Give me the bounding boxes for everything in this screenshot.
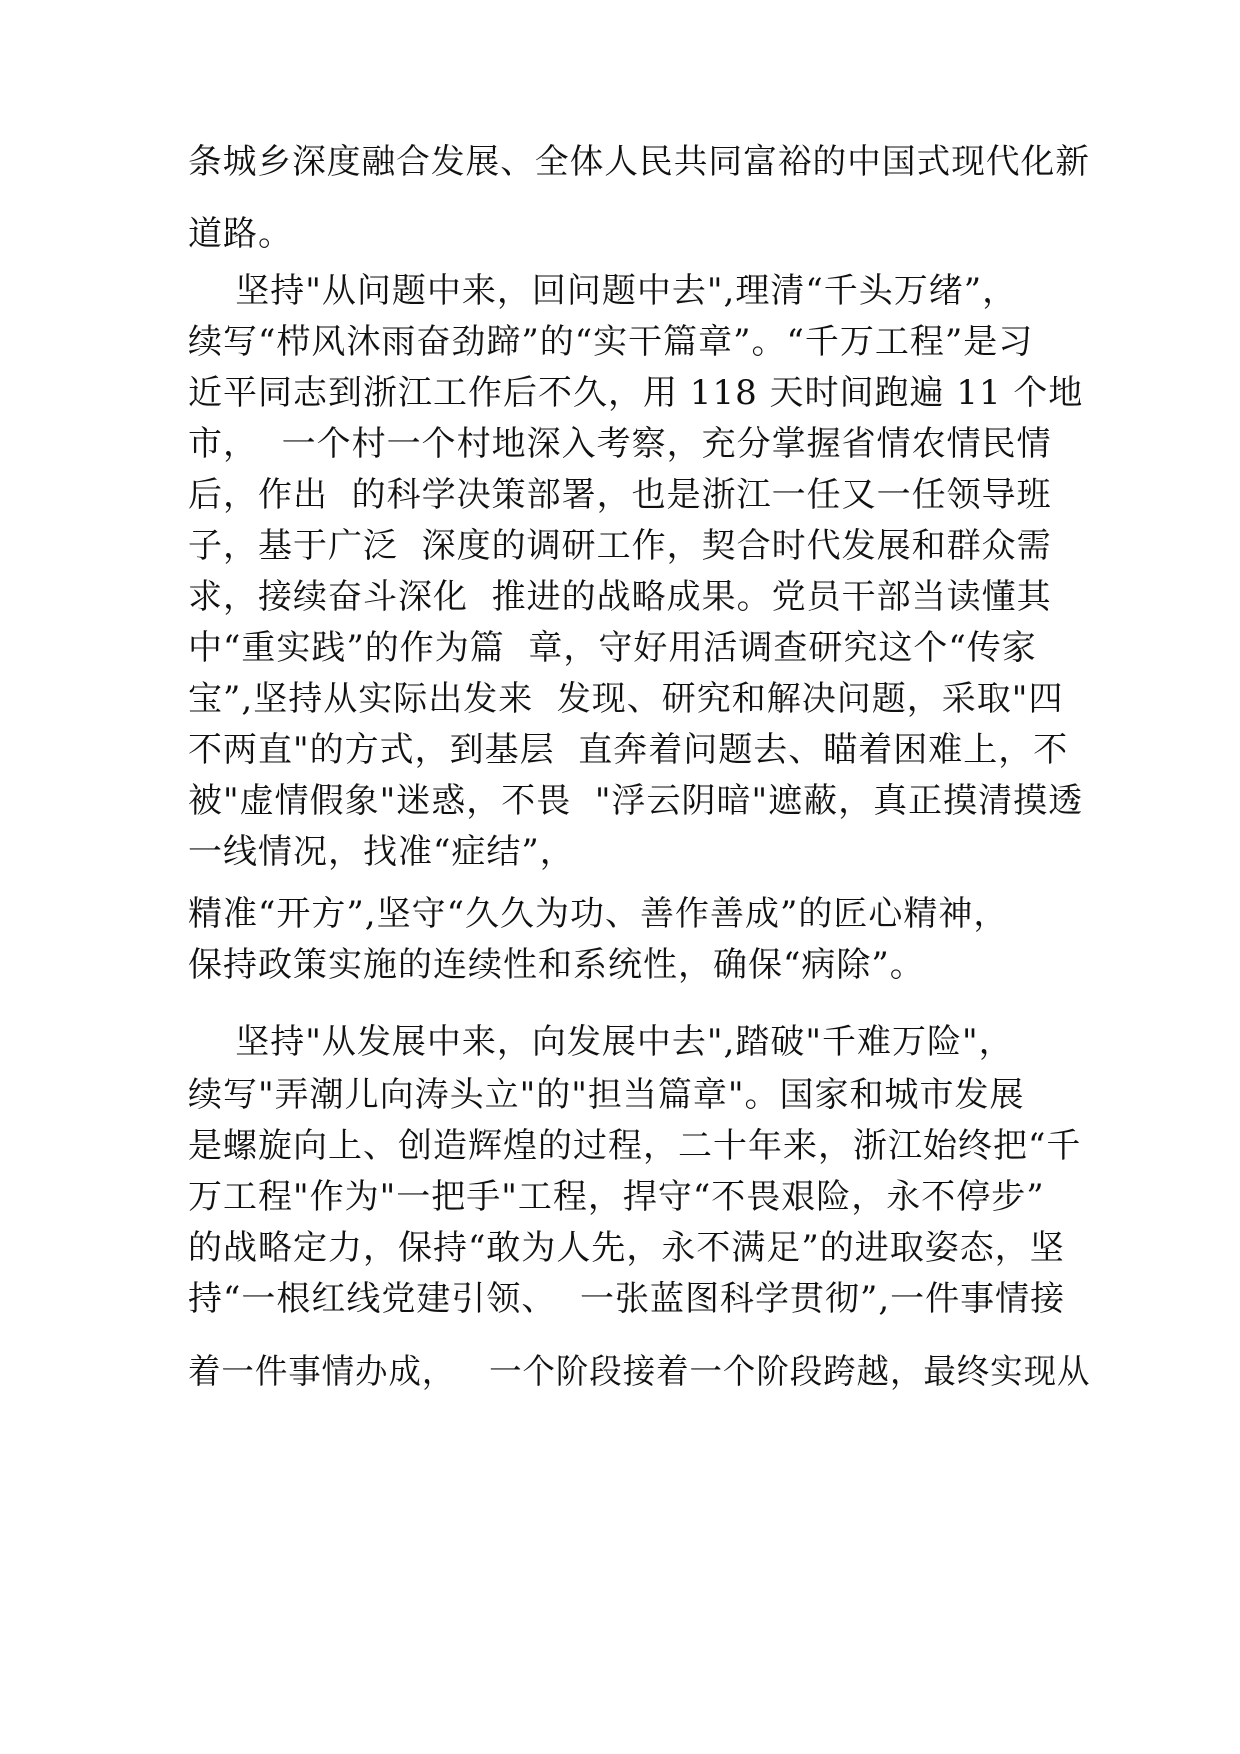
text-line: 不两直"的方式，到基层 直奔着问题去、瞄着困难上，不 <box>188 730 1069 770</box>
text-line: 坚持"从发展中来，向发展中去",踏破"千难万险"， <box>188 1022 1014 1062</box>
text-line: 持“一根红线党建引领、 一张蓝图科学贯彻”,一件事情接 <box>188 1279 1066 1319</box>
text-line: 被"虚情假象"迷惑，不畏 "浮云阴暗"遮蔽，真正摸清摸透 <box>188 781 1084 821</box>
text-line: 的战略定力，保持“敢为人先，永不满足”的进取姿态，坚 <box>188 1228 1065 1268</box>
text-line: 市， 一个村一个村地深入考察，充分掌握省情农情民情 <box>188 424 1052 464</box>
text-line: 着一件事情办成， 一个阶段接着一个阶段跨越，最终实现从 <box>188 1352 1091 1392</box>
text-line: 一线情况，找准“症结”， <box>188 832 575 872</box>
text-line: 道路。 <box>188 214 293 254</box>
text-line: 近平同志到浙江工作后不久，用 118 天时间跑遍 11 个地 <box>188 373 1084 413</box>
text-line: 是螺旋向上、创造辉煌的过程，二十年来，浙江始终把“千 <box>188 1126 1082 1166</box>
text-line: 求，接续奋斗深化 推进的战略成果。党员干部当读懂其 <box>188 577 1052 617</box>
text-line: 万工程"作为"一把手"工程，捍守“不畏艰险，永不停步” <box>188 1177 1045 1217</box>
text-line: 条城乡深度融合发展、全体人民共同富裕的中国式现代化新 <box>188 142 1090 182</box>
text-line: 续写“栉风沐雨奋劲蹄”的“实干篇章”。“千万工程”是习 <box>188 322 1034 362</box>
text-line: 保持政策实施的连续性和系统性，确保“病除”。 <box>188 945 925 985</box>
text-line: 宝”,坚持从实际出发来 发现、研究和解决问题，采取"四 <box>188 679 1064 719</box>
text-line: 续写"弄潮儿向涛头立"的"担当篇章"。国家和城市发展 <box>188 1075 1025 1115</box>
text-line: 子，基于广泛 深度的调研工作，契合时代发展和群众需 <box>188 526 1052 566</box>
text-line: 后，作出 的科学决策部署，也是浙江一任又一任领导班 <box>188 475 1052 515</box>
text-line: 中“重实践”的作为篇 章，守好用活调查研究这个“传家 <box>188 628 1037 668</box>
text-line: 精准“开方”,坚守“久久为功、善作善成”的匠心精神， <box>188 894 1009 934</box>
text-line: 坚持"从问题中来，回问题中去",理清“千头万绪”， <box>188 271 1018 311</box>
